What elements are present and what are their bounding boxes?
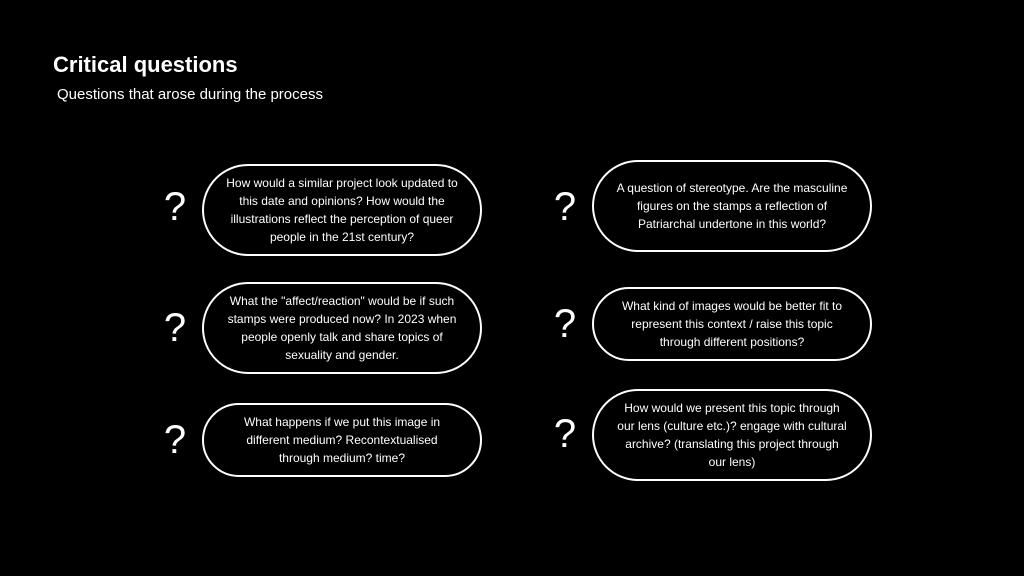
- question-mark-1: ?: [163, 185, 187, 229]
- question-text-6: How would we present this topic through our lens (culture etc.)? engage with cultural archive? (translating this project through our lens): [617, 401, 847, 469]
- question-mark-4: ?: [553, 302, 577, 346]
- question-bubble-4: [592, 287, 872, 361]
- question-bubble-1: [202, 164, 482, 256]
- question-text-4: What kind of images would be better fit to represent this context / raise this topic through different positions?: [621, 299, 843, 349]
- question-text-3: What the "affect/reaction" would be if such stamps were produced now? In 2023 when people openly talk and share topics of sexuality and gender.: [227, 294, 457, 362]
- slide-subtitle: Questions that arose during the process: [57, 86, 323, 103]
- question-mark-2: ?: [553, 185, 577, 229]
- question-text-5: What happens if we put this image in different medium? Recontextualised through medium? time?: [243, 415, 441, 465]
- question-mark-6: ?: [553, 412, 577, 456]
- question-bubble-3: [202, 282, 482, 374]
- slide-title: Critical questions: [53, 52, 238, 77]
- question-mark-3: ?: [163, 306, 187, 350]
- question-bubble-5: [202, 403, 482, 477]
- question-text-1: How would a similar project look updated to this date and opinions? How would the illustrations reflect the perception of queer people in the 21st century?: [226, 176, 458, 244]
- question-mark-5: ?: [163, 418, 187, 462]
- question-bubble-6: [592, 389, 872, 481]
- question-bubble-2: [592, 160, 872, 252]
- question-text-2: A question of stereotype. Are the masculine figures on the stamps a reflection of Patriarchal undertone in this world?: [616, 181, 848, 231]
